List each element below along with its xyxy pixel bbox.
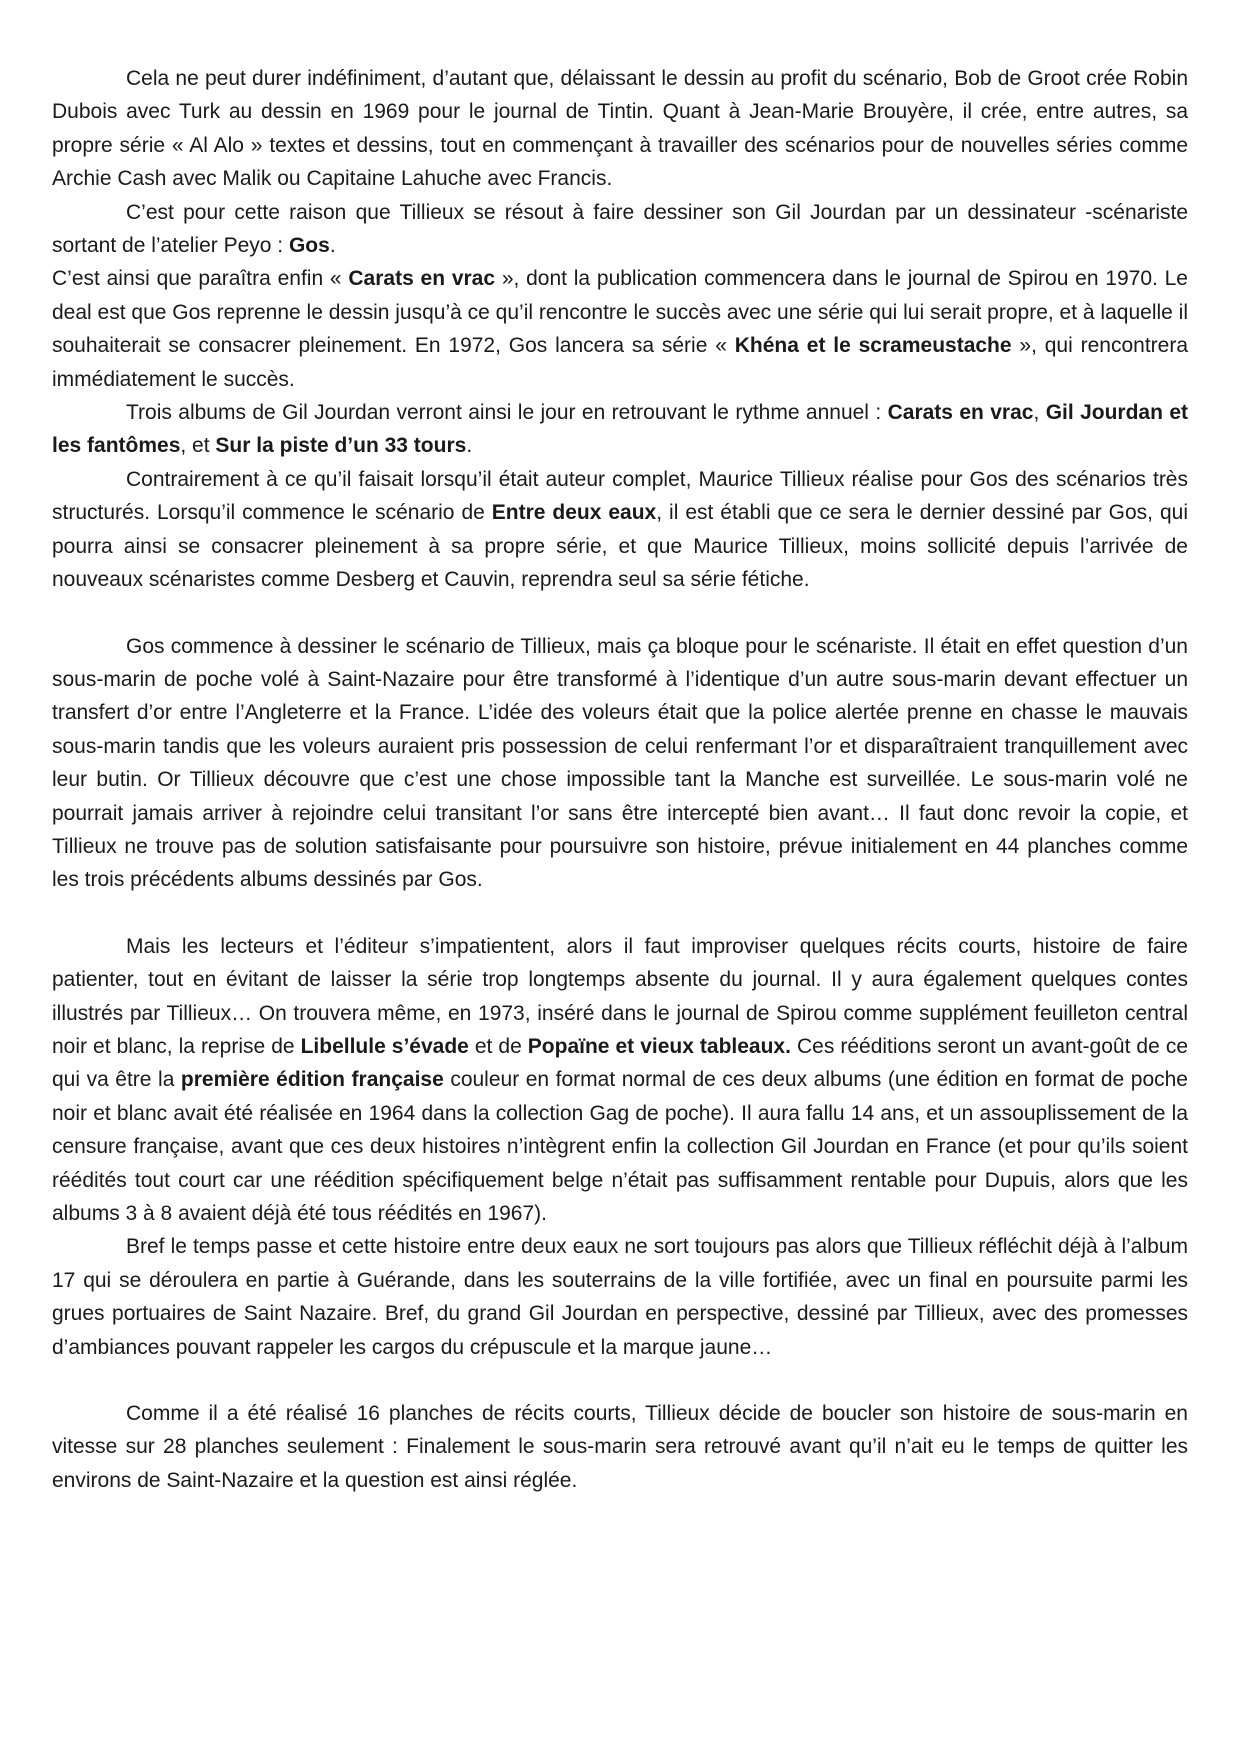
- paragraph-spacer: [52, 897, 1188, 930]
- text-span: et de: [468, 1034, 528, 1058]
- text-span: , et: [180, 434, 216, 458]
- paragraph: [52, 396, 1188, 463]
- paragraph: [52, 1230, 1188, 1364]
- bold-text: Khéna et le scrameustache: [734, 334, 1012, 358]
- bold-text: Carats en vrac: [348, 267, 496, 291]
- text-span: ,: [1033, 401, 1046, 425]
- bold-text: Gil Jourdan et les fantômes: [52, 401, 1189, 458]
- paragraph: [52, 463, 1188, 597]
- text-span: Comme il a été réalisé 16 planches de récits courts, Tillieux décide de boucler son histoire de sous-marin en vitesse sur 28 planches seulement : Finalement le sous-marin sera retrouvé avant qu’il n’ait eu le temps de quitter les environs de Saint-Nazaire et la question est ainsi réglée.: [52, 1402, 1188, 1492]
- bold-text: première édition française: [180, 1068, 444, 1092]
- text-span: Ces rééditions seront un avant-goût de ce qui va être la: [52, 1034, 1188, 1092]
- bold-text: Carats en vrac: [887, 401, 1034, 425]
- paragraph: [52, 930, 1188, 1231]
- bold-text: Sur la piste d’un 33 tours: [215, 434, 467, 458]
- text-span: », dont la publication commencera dans le journal de Spirou en 1970. Le deal est que Gos reprenne le dessin jusqu’à ce qu’il rencontre le succès avec une série qui lui serait propre, et à laquelle il souhaiterait se consacrer pleinement. En 1972, Gos lancera sa série «: [52, 267, 1188, 358]
- text-span: C’est ainsi que paraîtra enfin «: [52, 267, 349, 291]
- text-span: , il est établi que ce sera le dernier dessiné par Gos, qui pourra ainsi se consacrer pleinement à sa propre série, et que Maurice Tillieux, moins sollicité depuis l’arrivée de nouveaux scénaristes comme Desberg et Cauvin, reprendra seul sa série fétiche.: [52, 501, 1188, 592]
- paragraph: [52, 196, 1188, 263]
- bold-text: Gos: [288, 234, 330, 258]
- paragraph: [52, 262, 1188, 396]
- text-span: Contrairement à ce qu’il faisait lorsqu’il était auteur complet, Maurice Tillieux réalise pour Gos des scénarios très structurés. Lorsqu’il commence le scénario de: [52, 467, 1188, 525]
- text-span: couleur en format normal de ces deux albums (une édition en format de poche noir et blanc avait été réalisée en 1964 dans la collection Gag de poche). Il aura fallu 14 ans, et un assouplissement de la censure française, avant que ces deux histoires n’intègrent enfin la collection Gil Jourdan en France (et pour qu’ils soient réédités tout court car une réédition spécifiquement belge n’était pas suffisamment rentable pour Dupuis, alors que les albums 3 à 8 avaient déjà été tous réédités en 1967).: [52, 1068, 1188, 1225]
- text-span: Bref le temps passe et cette histoire entre deux eaux ne sort toujours pas alors que Tillieux réfléchit déjà à l’album 17 qui se déroulera en partie à Guérande, dans les souterrains de la ville fortifiée, avec un final en poursuite parmi les grues portuaires de Saint Nazaire. Bref, du grand Gil Jourdan en perspective, dessiné par Tillieux, avec des promesses d’ambiances pouvant rappeler les cargos du crépuscule et la marque jaune…: [52, 1235, 1188, 1359]
- text-span: .: [329, 234, 336, 258]
- bold-text: Libellule s’évade: [300, 1034, 469, 1058]
- paragraph: [52, 630, 1188, 897]
- paragraph-spacer: [52, 1364, 1188, 1397]
- bold-text: Entre deux eaux: [491, 501, 657, 525]
- bold-text: Popaïne et vieux tableaux.: [527, 1034, 791, 1058]
- text-span: C’est pour cette raison que Tillieux se résout à faire dessiner son Gil Jourdan par un dessinateur -scénariste sortant de l’atelier Peyo :: [52, 200, 1188, 258]
- text-span: .: [466, 434, 473, 458]
- text-span: », qui rencontrera immédiatement le succès.: [52, 334, 1189, 391]
- text-span: Mais les lecteurs et l’éditeur s’impatientent, alors il faut improviser quelques récits courts, histoire de faire patienter, tout en évitant de laisser la série trop longtemps absente du journal. Il y aura également quelques contes illustrés par Tillieux… On trouvera même, en 1973, inséré dans le journal de Spirou comme supplément feuilleton central noir et blanc, la reprise de: [52, 934, 1188, 1058]
- text-span: Trois albums de Gil Jourdan verront ainsi le jour en retrouvant le rythme annuel :: [126, 401, 888, 425]
- text-span: Gos commence à dessiner le scénario de Tillieux, mais ça bloque pour le scénariste. Il était en effet question d’un sous-marin de poche volé à Saint-Nazaire pour être transformé à l’identique d’un autre sous-marin devant effectuer un transfert d’or entre l’Angleterre et la France. L’idée des voleurs était que la police alertée prenne en chasse le mauvais sous-marin tandis que les voleurs auraient pris possession de celui renfermant l’or et disparaîtraient tranquillement avec leur butin. Or Tillieux découvre que c’est une chose impossible tant la Manche est surveillée. Le sous-marin volé ne pourrait jamais arriver à rejoindre celui transitant l’or sans être intercepté bien avant… Il faut donc revoir la copie, et Tillieux ne trouve pas de solution satisfaisante pour poursuivre son histoire, prévue initialement en 44 planches comme les trois précédents albums dessinés par Gos.: [52, 634, 1188, 892]
- paragraph: [52, 1397, 1188, 1497]
- paragraph: [52, 62, 1188, 196]
- paragraph-spacer: [52, 597, 1188, 630]
- text-span: Cela ne peut durer indéfiniment, d’autant que, délaissant le dessin au profit du scénario, Bob de Groot crée Robin Dubois avec Turk au dessin en 1969 pour le journal de Tintin. Quant à Jean-Marie Brouyère, il crée, entre autres, sa propre série « Al Alo » textes et dessins, tout en commençant à travailler des scénarios pour de nouvelles séries comme Archie Cash avec Malik ou Capitaine Lahuche avec Francis.: [52, 67, 1188, 191]
- document-page: [52, 62, 1188, 1497]
